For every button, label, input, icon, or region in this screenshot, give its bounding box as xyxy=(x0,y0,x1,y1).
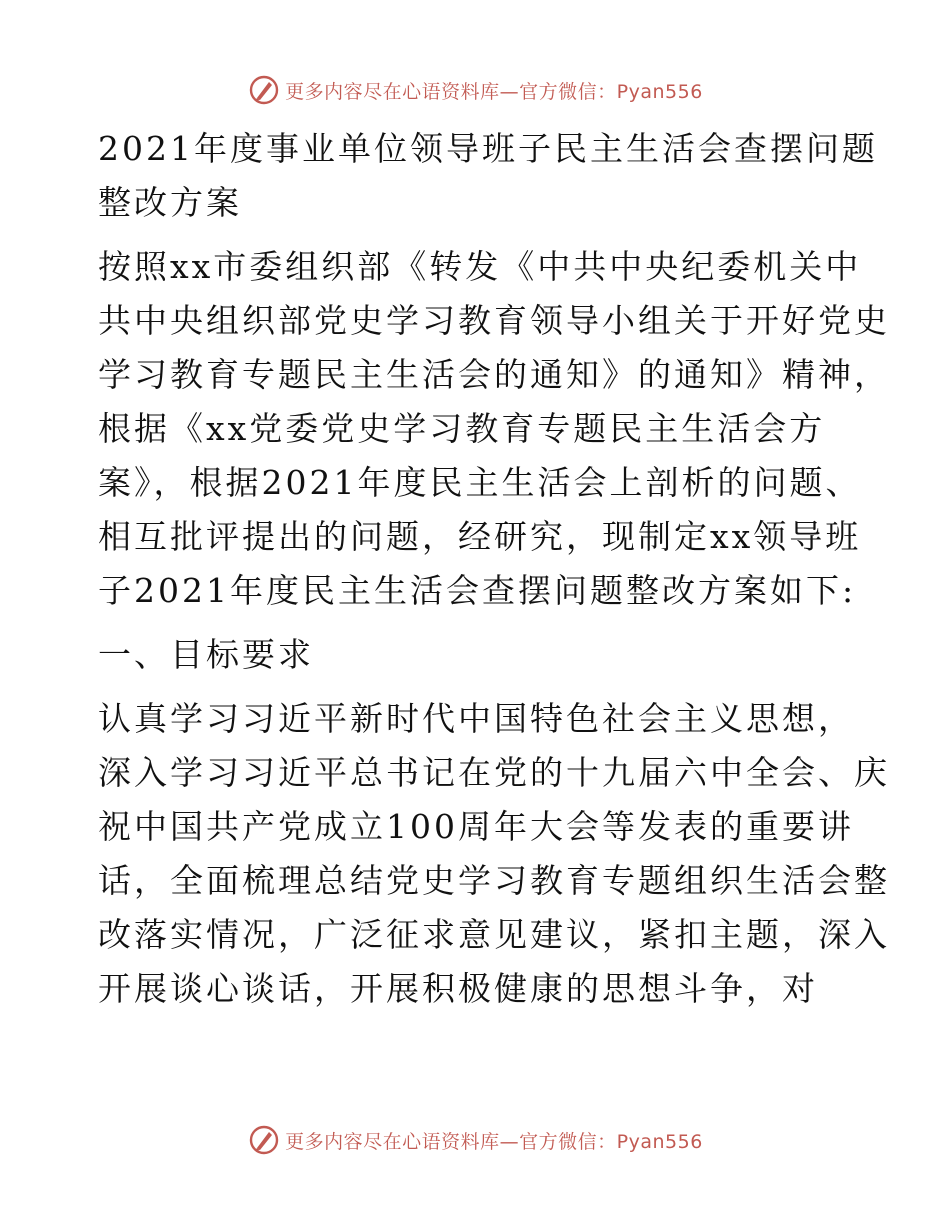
document-body xyxy=(98,122,890,1016)
intro-line: 案》，根据2021年度民主生活会上剖析的问题、 xyxy=(98,463,862,502)
intro-line: 相互批评提出的问题，经研究，现制定xx领导班 xyxy=(98,517,862,556)
section-line: 认真学习习近平新时代中国特色社会主义思想， xyxy=(98,699,854,738)
section-line: 开展谈心谈话，开展积极健康的思想斗争，对 xyxy=(98,969,818,1008)
section-line: 改落实情况，广泛征求意见建议，紧扣主题，深入 xyxy=(98,915,890,954)
intro-line: 根据《xx党委党史学习教育专题民主生活会方 xyxy=(98,409,826,448)
watermark-text: 更多内容尽在心语资料库—官方微信：Pyan556 xyxy=(285,1130,703,1153)
pen-logo-icon xyxy=(247,73,281,107)
intro-line: 子2021年度民主生活会查摆问题整改方案如下: xyxy=(98,571,857,610)
section-line: 深入学习习近平总书记在党的十九届六中全会、庆 xyxy=(98,753,890,792)
title-line: 整改方案 xyxy=(98,183,242,222)
intro-line: 共中央组织部党史学习教育领导小组关于开好党史 xyxy=(98,301,890,340)
pen-logo-icon xyxy=(247,1123,281,1157)
section-line: 话，全面梳理总结党史学习教育专题组织生活会整 xyxy=(98,861,890,900)
intro-line: 按照xx市委组织部《转发《中共中央纪委机关中 xyxy=(98,247,862,286)
watermark-text: 更多内容尽在心语资料库—官方微信：Pyan556 xyxy=(285,80,703,103)
section-line: 祝中国共产党成立100周年大会等发表的重要讲 xyxy=(98,807,854,846)
title-line: 2021年度事业单位领导班子民主生活会查摆问题 xyxy=(98,129,878,168)
intro-line: 学习教育专题民主生活会的通知》的通知》精神， xyxy=(98,355,890,394)
section-heading: 一、目标要求 xyxy=(98,635,314,674)
watermark-banner-bottom xyxy=(0,1120,950,1160)
watermark-banner-top xyxy=(0,70,950,110)
